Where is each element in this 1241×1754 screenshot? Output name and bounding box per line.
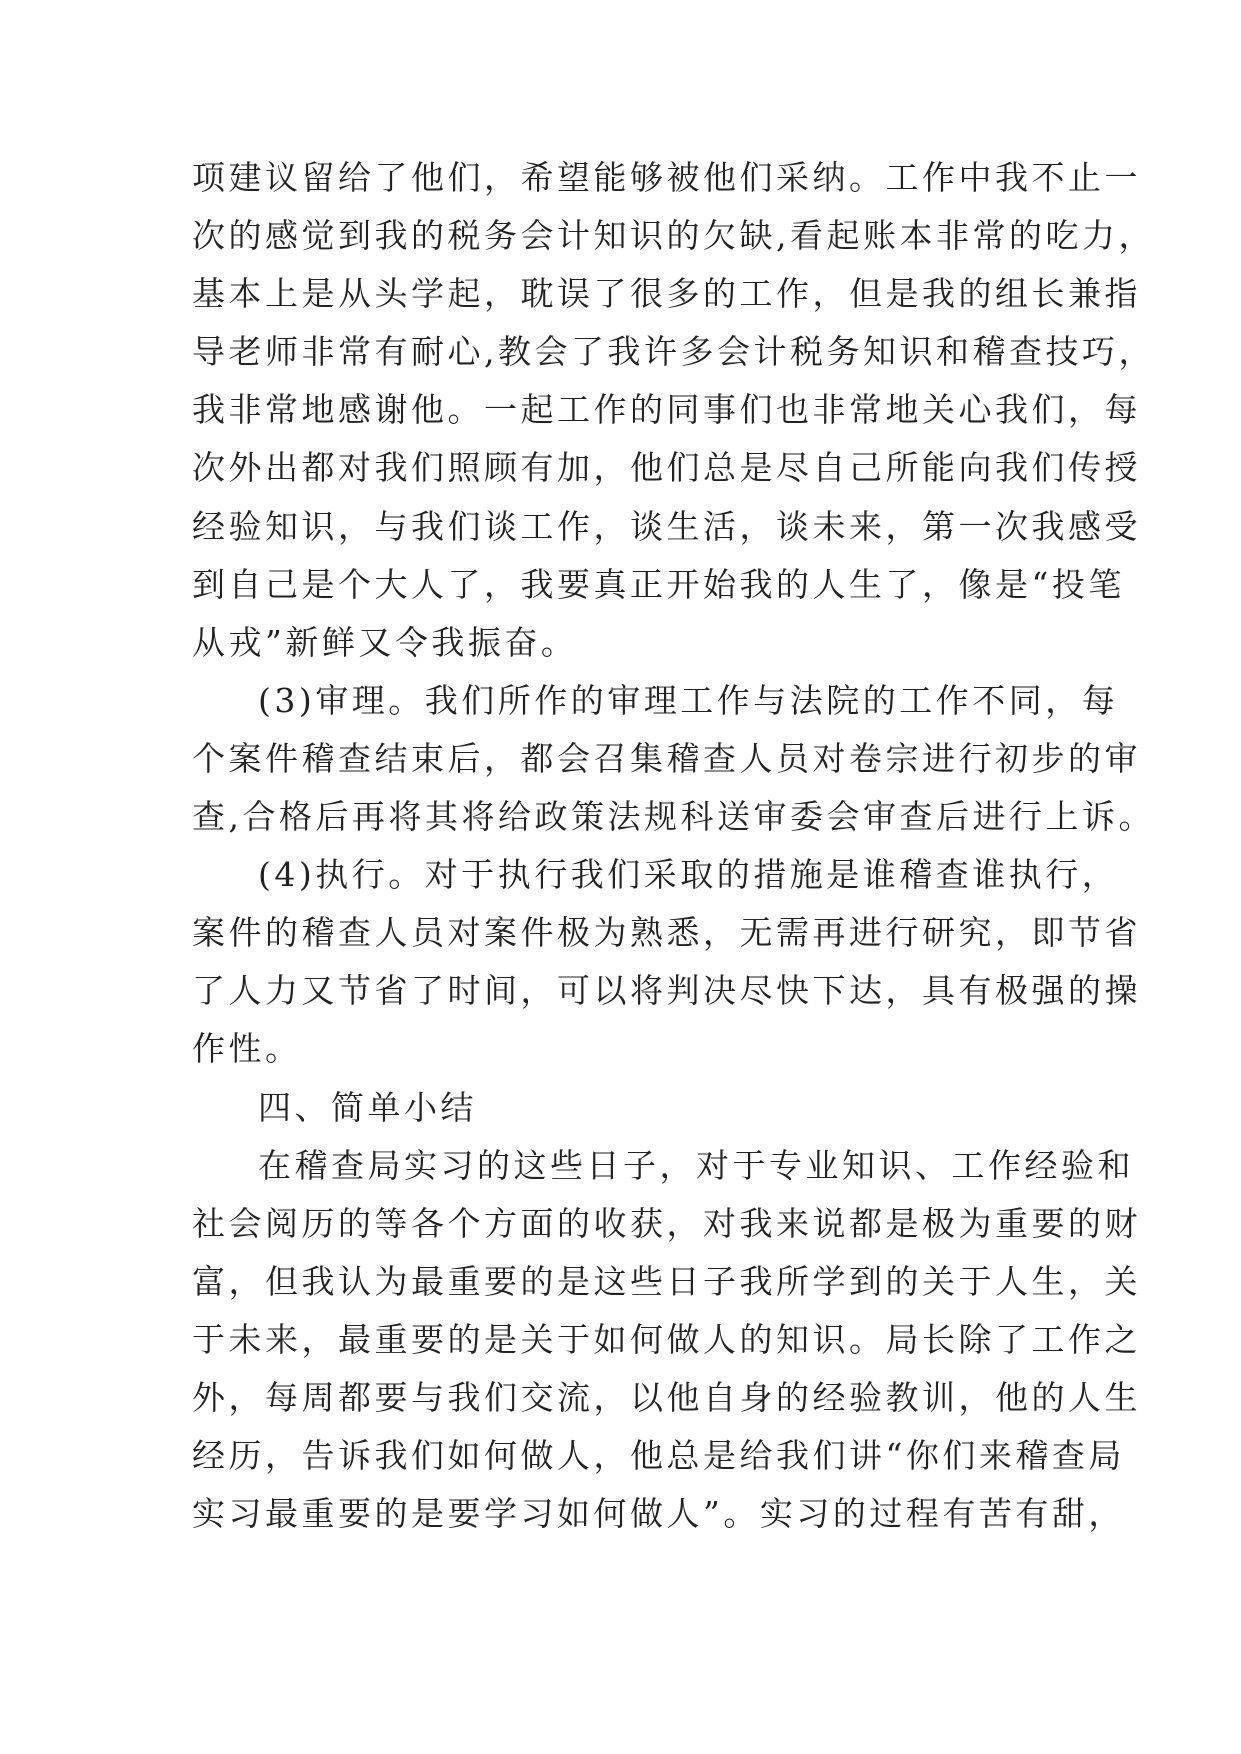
text-line: 作性。 bbox=[192, 1029, 302, 1069]
text-line: 次外出都对我们照顾有加，他们总是尽自己所能向我们传授 bbox=[192, 448, 1141, 488]
text-line: 查,合格后再将其将给政策法规科送审委会审查后进行上诉。 bbox=[192, 797, 1155, 837]
text-line: 了人力又节省了时间，可以将判决尽快下达，具有极强的操 bbox=[192, 971, 1141, 1011]
text-line: 外，每周都要与我们交流，以他自身的经验教训，他的人生 bbox=[192, 1377, 1141, 1417]
body-text bbox=[192, 149, 1155, 1543]
text-line: 次的感觉到我的税务会计知识的欠缺,看起账本非常的吃力， bbox=[192, 216, 1155, 256]
text-line: 导老师非常有耐心,教会了我许多会计税务知识和稽查技巧， bbox=[192, 332, 1155, 372]
text-line: 经验知识，与我们谈工作，谈生活，谈未来，第一次我感受 bbox=[192, 506, 1141, 546]
text-line: 项建议留给了他们，希望能够被他们采纳。工作中我不止一 bbox=[192, 158, 1141, 197]
text-line: 富，但我认为最重要的是这些日子我所学到的关于人生，关 bbox=[192, 1261, 1141, 1301]
text-line: 个案件稽查结束后，都会召集稽查人员对卷宗进行初步的审 bbox=[192, 738, 1141, 778]
text-line: 于未来，最重要的是关于如何做人的知识。局长除了工作之 bbox=[192, 1319, 1141, 1359]
text-line: 案件的稽查人员对案件极为熟悉，无需再进行研究，即节省 bbox=[192, 913, 1141, 953]
section-heading: 四、简单小结 bbox=[258, 1087, 477, 1127]
text-line: 从戎”新鲜又令我振奋。 bbox=[192, 622, 578, 662]
text-line: 我非常地感谢他。一起工作的同事们也非常地关心我们，每 bbox=[192, 390, 1141, 430]
paragraph-start-execution: (4)执行。对于执行我们采取的措施是谁稽查谁执行， bbox=[258, 855, 1119, 895]
text-line: 社会阅历的等各个方面的收获，对我来说都是极为重要的财 bbox=[192, 1203, 1141, 1243]
text-line: 经历，告诉我们如何做人，他总是给我们讲“你们来稽查局 bbox=[192, 1436, 1125, 1476]
text-line: 基本上是从头学起，耽误了很多的工作，但是我的组长兼指 bbox=[192, 274, 1141, 314]
paragraph-start-summary: 在稽查局实习的这些日子，对于专业知识、工作经验和 bbox=[258, 1145, 1134, 1185]
paragraph-start-review: (3)审理。我们所作的审理工作与法院的工作不同，每 bbox=[258, 680, 1119, 720]
text-line: 到自己是个大人了，我要真正开始我的人生了，像是“投笔 bbox=[192, 564, 1125, 604]
text-line: 实习最重要的是要学习如何做人”。实习的过程有苦有甜， bbox=[192, 1494, 1125, 1534]
